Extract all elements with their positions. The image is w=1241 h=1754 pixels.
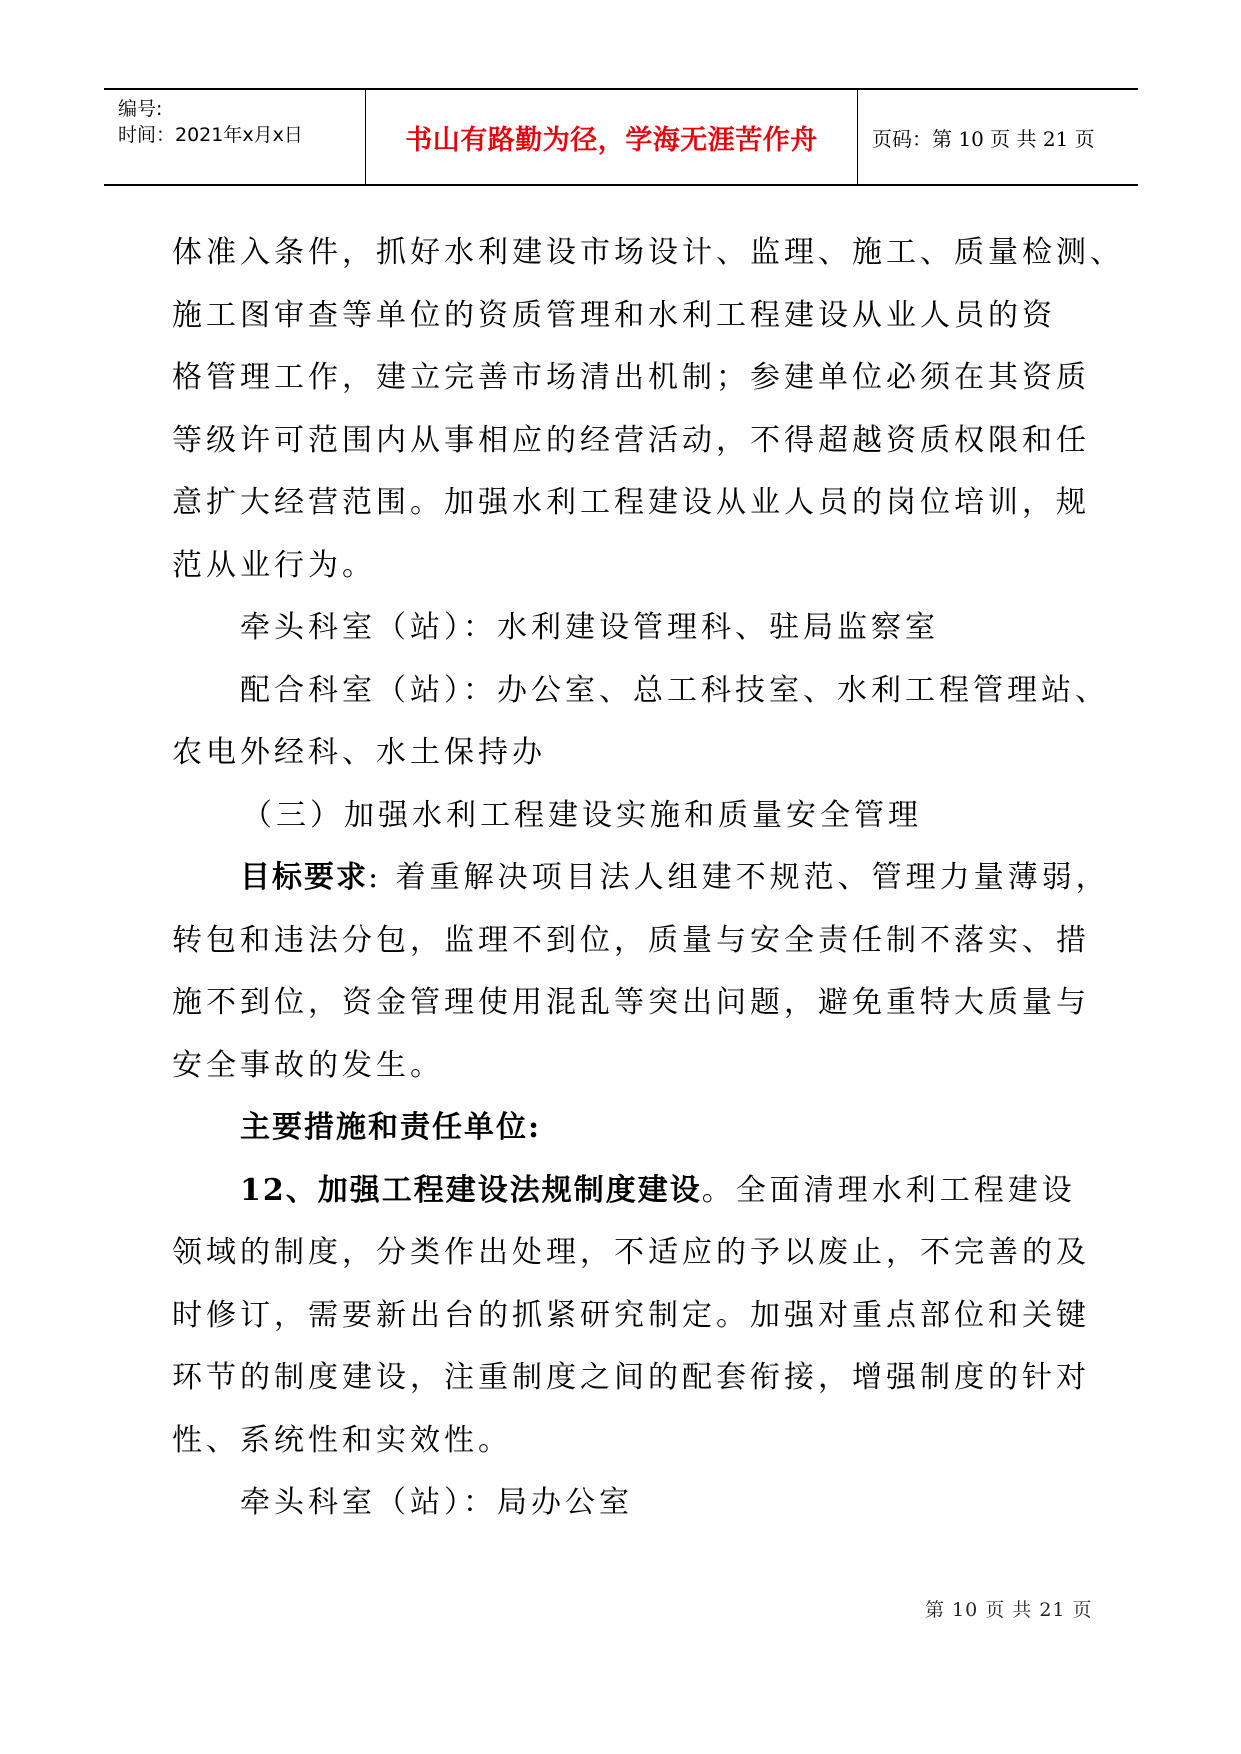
goal-line: 施不到位，资金管理使用混乱等突出问题，避免重特大质量与 — [172, 985, 1090, 1020]
header-motto: 书山有路勤为径，学海无涯苦作舟 — [366, 90, 858, 184]
goal-text: : 着重解决项目法人组建不规范、管理力量薄弱， — [368, 860, 1110, 895]
number-label: 编号: — [118, 98, 163, 120]
item-12-text: 。全面清理水利工程建设 — [701, 1172, 1076, 1208]
item-12-label: 12、加强工程建设法规制度建设 — [240, 1172, 702, 1208]
cooperating-department-1: 配合科室（站）：办公室、总工科技室、水利工程管理站、 — [240, 672, 1109, 708]
goal-line: 安全事故的发生。 — [172, 1047, 444, 1083]
body-line: 范从业行为。 — [172, 547, 376, 583]
body-line: 格管理工作，建立完善市场清出机制；参建单位必须在其资质 — [172, 360, 1090, 395]
cooperating-department-1-cont: 农电外经科、水土保持办 — [172, 735, 546, 770]
goal-line: 转包和违法分包，监理不到位，质量与安全责任制不落实、措 — [172, 922, 1090, 958]
item-12-line: 时修订，需要新出台的抓紧研究制定。加强对重点部位和关键 — [172, 1297, 1090, 1333]
section-heading-3: （三）加强水利工程建设实施和质量安全管理 — [242, 797, 922, 833]
body-line: 等级许可范围内从事相应的经营活动，不得超越资质权限和任 — [172, 422, 1090, 458]
lead-department-1: 牵头科室（站）：水利建设管理科、驻局监察室 — [240, 610, 939, 645]
header-page-info: 页码：第 10 页 共 21 页 — [872, 126, 1095, 151]
header-meta — [104, 90, 366, 184]
goal-label: 目标要求 — [240, 860, 368, 895]
body-line: 意扩大经营范围。加强水利工程建设从业人员的岗位培训，规 — [172, 485, 1090, 520]
item-12-line: 领域的制度，分类作出处理，不适应的予以废止，不完善的及 — [172, 1235, 1090, 1270]
measures-heading: 主要措施和责任单位: — [240, 1110, 542, 1145]
body-line: 施工图审查等单位的资质管理和水利工程建设从业人员的资 — [172, 297, 1056, 333]
goal-paragraph — [172, 847, 1110, 910]
item-12-paragraph — [172, 1160, 1092, 1223]
time-label: 时间：2021年x月x日 — [118, 124, 303, 146]
document-body — [172, 222, 1124, 1535]
item-12-line: 性、系统性和实效性。 — [172, 1422, 512, 1458]
body-line: 体准入条件，抓好水利建设市场设计、监理、施工、质量检测、 — [172, 235, 1124, 270]
page-header — [104, 88, 1138, 186]
item-12-line: 环节的制度建设，注重制度之间的配套衔接，增强制度的针对 — [172, 1360, 1090, 1395]
lead-department-2: 牵头科室（站）：局办公室 — [240, 1485, 633, 1520]
page-footer: 第 10 页 共 21 页 — [925, 1599, 1093, 1621]
